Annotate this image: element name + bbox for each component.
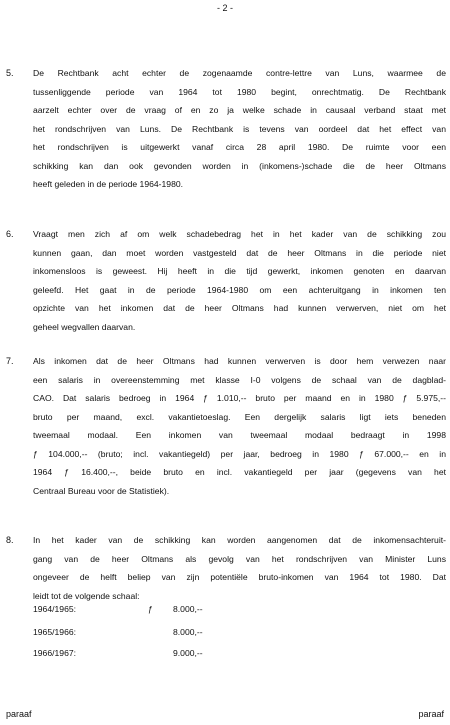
footer-initials-left: paraaf bbox=[6, 709, 32, 719]
schedule-row bbox=[33, 644, 253, 662]
text-line: heeft geleden in de periode 1964-1980. bbox=[33, 179, 184, 189]
paragraph-text bbox=[33, 531, 446, 605]
schedule-period: 1965/1966: bbox=[33, 627, 77, 637]
text-line: tussenliggende periode van 1964 tot 1980 begint, onrechtmatig. De Rechtbank bbox=[33, 86, 446, 97]
text-line: bruto per maand, excl. vakantietoeslag. Een dergelijk salaris ligt iets beneden bbox=[33, 411, 446, 422]
schedule-row bbox=[33, 600, 253, 618]
text-line: aarzelt echter over de vraag of en zo ja welke schade in causaal verband staat met bbox=[33, 105, 446, 115]
paragraph-text bbox=[33, 225, 446, 336]
schedule-period: 1964/1965: bbox=[33, 604, 77, 614]
text-line: het rondschrijven is uitgewerkt vanaf circa 28 april 1980. De ruimte voor een bbox=[33, 142, 446, 152]
schedule-period: 1966/1967: bbox=[33, 648, 77, 658]
schedule-amount: 8.000,-- bbox=[173, 604, 203, 614]
text-line: 1964 ƒ 16.400,--, beide bruto en incl. vakantiegeld per jaar (gegevens van het bbox=[33, 467, 446, 477]
schedule-currency: ƒ bbox=[148, 604, 153, 614]
paragraph-number: 8. bbox=[6, 535, 14, 545]
paragraph-number: 6. bbox=[6, 229, 14, 239]
paragraph-number: 5. bbox=[6, 68, 14, 78]
schedule-amount: 8.000,-- bbox=[173, 627, 203, 637]
text-line: tweemaal modaal. Een inkomen van tweemaal modaal bedraagt in 1998 bbox=[33, 430, 446, 440]
text-line: Centraal Bureau voor de Statistiek). bbox=[33, 485, 170, 496]
text-line: De Rechtbank acht echter de zogenaamde contre-lettre van Luns, waarmee de bbox=[33, 68, 446, 78]
text-line: In het kader van de schikking kan worden aangenomen dat de inkomensachteruit- bbox=[33, 535, 446, 545]
schedule-amount: 9.000,-- bbox=[173, 648, 203, 658]
text-line: gang van de heer Oltmans als gevolg van het rondschrijven van Minister Luns bbox=[33, 553, 446, 564]
text-line: geleefd. Het gaat in de periode 1964-1980 om een achteruitgang in inkomen ten bbox=[33, 284, 446, 295]
text-line: leidt tot de volgende schaal: bbox=[33, 590, 140, 601]
text-line: kunnen gaan, dan moet worden vastgesteld dat de heer Oltmans in die periode niet bbox=[33, 247, 446, 258]
text-line: schikking kan dan ook gevonden worden in (inkomens-)schade die de heer Oltmans bbox=[33, 160, 446, 171]
text-line: Vraagt men zich af om welk schadebedrag het in het kader van de schikking zou bbox=[33, 229, 446, 239]
text-line: opzichte van het inkomen dat de heer Oltmans had kunnen verwerven, niet om het bbox=[33, 303, 446, 313]
text-line: ongeveer de helft beliep van zijn potentiële bruto-inkomen van 1964 tot 1980. Dat bbox=[33, 572, 446, 582]
paragraph-text bbox=[33, 352, 446, 500]
text-line: het rondschrijven van Luns. De Rechtbank is tevens van oordeel dat het effect van bbox=[33, 123, 446, 134]
text-line: een salaris in overeenstemming met klasse I-0 volgens de schaal van de dagblad- bbox=[33, 374, 446, 385]
schedule-row bbox=[33, 623, 253, 641]
text-line: Als inkomen dat de heer Oltmans had kunnen verwerven is door hem verwezen naar bbox=[33, 356, 446, 366]
text-line: geheel wegvallen daarvan. bbox=[33, 321, 136, 332]
text-line: CAO. Dat salaris bedroeg in 1964 ƒ 1.010,-- bruto per maand en in 1980 ƒ 5.975,-- bbox=[33, 393, 446, 403]
footer-initials-right: paraaf bbox=[418, 709, 444, 719]
text-line: inkomensloos is geweest. Hij heeft in die tijd gewerkt, inkomen genoten en daarvan bbox=[33, 266, 446, 276]
text-line: ƒ 104.000,-- (bruto; incl. vakantiegeld) per jaar, bedroeg in 1980 ƒ 67.000,-- en in bbox=[33, 448, 446, 459]
page-number: - 2 - bbox=[216, 3, 233, 13]
paragraph-number: 7. bbox=[6, 356, 14, 366]
paragraph-text bbox=[33, 64, 446, 194]
